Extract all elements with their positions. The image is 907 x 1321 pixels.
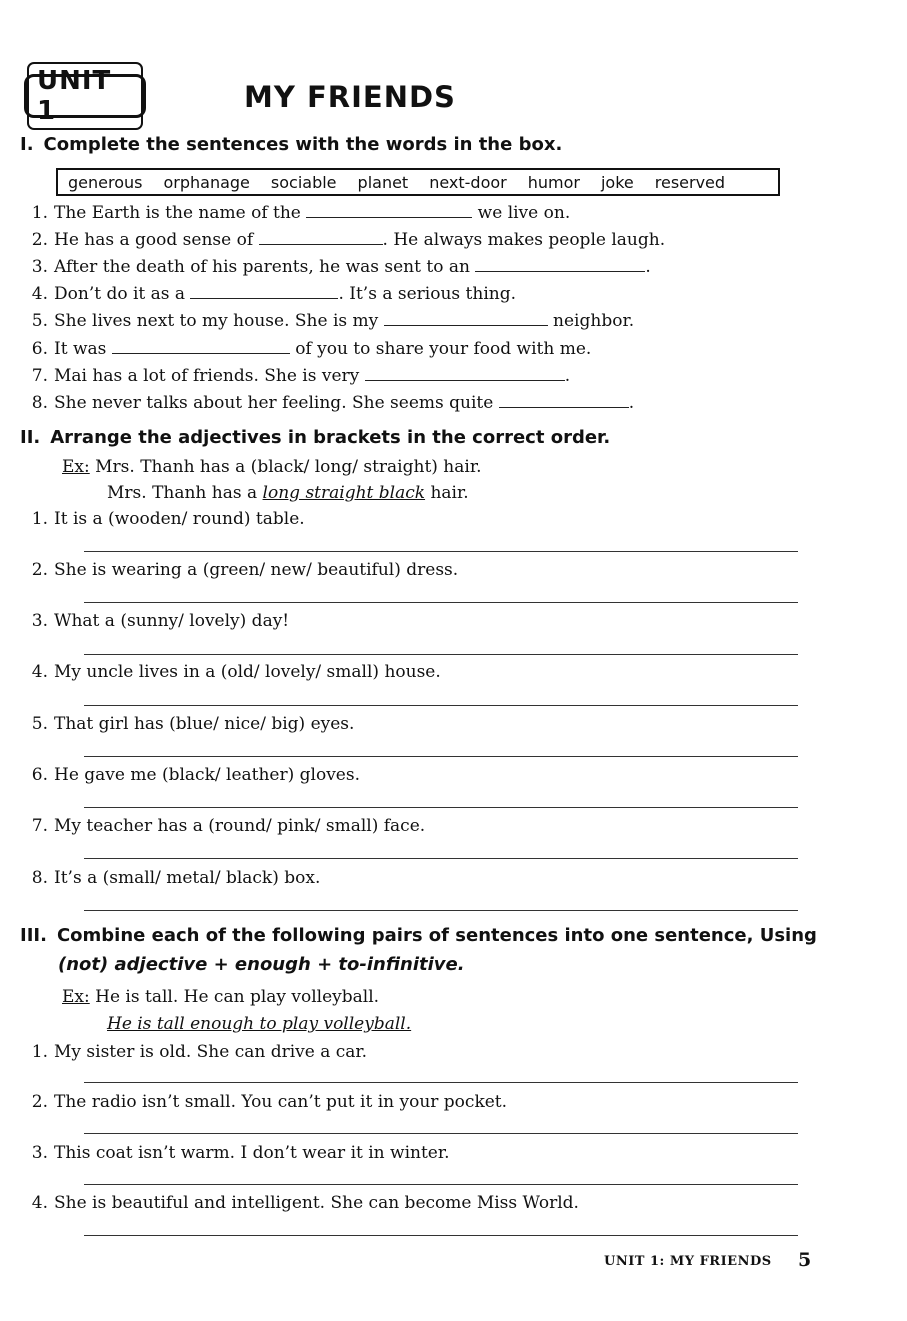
example-question [62, 987, 379, 1007]
answer-blank[interactable] [365, 366, 565, 381]
word-box-item: planet [357, 172, 409, 192]
arrange-item [20, 714, 354, 734]
item-number: 4. [31, 662, 48, 682]
word-box-item: sociable [270, 172, 337, 192]
answer-line[interactable] [84, 654, 798, 655]
answer-line[interactable] [84, 1133, 798, 1134]
combine-item [20, 1193, 579, 1213]
arrange-item [20, 868, 320, 888]
item-number: 3. [31, 257, 48, 277]
word-box [56, 168, 780, 196]
answer-blank[interactable] [499, 393, 629, 408]
page-title: MY FRIENDS [244, 80, 456, 114]
answer-line[interactable] [84, 1082, 798, 1083]
sentence-after: we live on. [477, 203, 571, 223]
sentence-before: The Earth is the name of the [54, 203, 301, 223]
item-number: 3. [31, 611, 48, 631]
sentence-after: . [564, 366, 571, 386]
example-label: Ex: [62, 987, 90, 1007]
answer-line[interactable] [84, 602, 798, 603]
item-text: My teacher has a (round/ pink/ small) face. [54, 816, 426, 836]
arrange-item [20, 560, 458, 580]
example-answer-text: long straight black [262, 483, 426, 503]
answer-line[interactable] [84, 551, 798, 552]
item-text: That girl has (blue/ nice/ big) eyes. [54, 714, 355, 734]
answer-line[interactable] [84, 1184, 798, 1185]
example-answer [107, 1014, 411, 1034]
example-question [62, 457, 482, 477]
word-box-item: generous [68, 172, 143, 192]
section-1-number: I. [20, 134, 34, 155]
item-number: 1. [31, 203, 48, 223]
item-text: It is a (wooden/ round) table. [54, 509, 305, 529]
item-text: My sister is old. She can drive a car. [54, 1042, 368, 1062]
item-text: It’s a (small/ metal/ black) box. [54, 868, 321, 888]
sentence-before: She lives next to my house. She is my [54, 311, 379, 331]
item-number: 2. [31, 1092, 48, 1112]
sentence-before: He has a good sense of [54, 230, 254, 250]
section-3-number: III. [20, 925, 47, 946]
fill-sentence [20, 366, 570, 386]
item-number: 2. [31, 230, 48, 250]
item-number: 1. [31, 1042, 48, 1062]
answer-line[interactable] [84, 910, 798, 911]
sentence-after: . He always makes people laugh. [382, 230, 666, 250]
item-text: The radio isn’t small. You can’t put it in your pocket. [54, 1092, 508, 1112]
example-answer-before: Mrs. Thanh has a [107, 483, 258, 503]
item-number: 8. [31, 393, 48, 413]
item-number: 3. [31, 1143, 48, 1163]
word-box-item: humor [527, 172, 580, 192]
fill-sentence [20, 393, 634, 413]
item-text: She is wearing a (green/ new/ beautiful) dress. [54, 560, 459, 580]
item-number: 2. [31, 560, 48, 580]
footer-unit-label: UNIT 1: MY FRIENDS [604, 1254, 772, 1269]
section-1-heading [20, 134, 562, 155]
answer-line[interactable] [84, 756, 798, 757]
arrange-item [20, 611, 289, 631]
combine-item [20, 1143, 450, 1163]
sentence-after: . [645, 257, 651, 277]
sentence-before: She never talks about her feeling. She seems quite [54, 393, 494, 413]
item-number: 1. [31, 509, 48, 529]
arrange-item [20, 765, 360, 785]
fill-sentence [20, 284, 516, 304]
answer-blank[interactable] [475, 257, 645, 272]
item-text: My uncle lives in a (old/ lovely/ small) house. [54, 662, 441, 682]
fill-sentence [20, 311, 634, 331]
answer-line[interactable] [84, 705, 798, 706]
example-label: Ex: [62, 457, 90, 477]
answer-blank[interactable] [259, 230, 383, 245]
answer-blank[interactable] [384, 311, 548, 326]
item-number: 6. [31, 339, 48, 359]
section-1-title: Complete the sentences with the words in the box. [43, 134, 563, 155]
example-answer [107, 483, 469, 503]
example-question-text: He is tall. He can play volleyball. [95, 987, 380, 1007]
page-number: 5 [798, 1249, 812, 1271]
arrange-item [20, 662, 441, 682]
arrange-item [20, 816, 425, 836]
item-text: What a (sunny/ lovely) day! [54, 611, 290, 631]
sentence-before: After the death of his parents, he was sent to an [54, 257, 470, 277]
sentence-after: of you to share your food with me. [295, 339, 592, 359]
fill-sentence [20, 230, 665, 250]
fill-sentence [20, 339, 591, 359]
example-question-text: Mrs. Thanh has a (black/ long/ straight) hair. [95, 457, 482, 477]
word-box-item: orphanage [163, 172, 250, 192]
item-number: 5. [31, 311, 48, 331]
item-number: 4. [31, 284, 48, 304]
answer-blank[interactable] [190, 284, 338, 299]
item-text: This coat isn’t warm. I don’t wear it in winter. [54, 1143, 450, 1163]
section-2-title: Arrange the adjectives in brackets in the correct order. [50, 427, 611, 448]
section-2-number: II. [20, 427, 41, 448]
fill-sentence [20, 257, 651, 277]
section-2-heading [20, 427, 610, 448]
example-answer-text: He is tall enough to play volleyball. [107, 1014, 412, 1034]
answer-blank[interactable] [306, 203, 472, 218]
item-number: 5. [31, 714, 48, 734]
answer-line[interactable] [84, 1235, 798, 1236]
sentence-after: . [628, 393, 635, 413]
item-number: 4. [31, 1193, 48, 1213]
combine-item [20, 1042, 367, 1062]
answer-line[interactable] [84, 807, 798, 808]
item-number: 6. [31, 765, 48, 785]
answer-blank[interactable] [112, 339, 290, 354]
arrange-item [20, 509, 305, 529]
sentence-after: neighbor. [553, 311, 635, 331]
sentence-before: It was [54, 339, 107, 359]
combine-item [20, 1092, 507, 1112]
answer-line[interactable] [84, 858, 798, 859]
sentence-before: Mai has a lot of friends. She is very [54, 366, 360, 386]
unit-badge [24, 66, 146, 126]
word-box-item: reserved [654, 172, 726, 192]
item-text: He gave me (black/ leather) gloves. [54, 765, 360, 785]
section-3-title-line2: (not) adjective + enough + to-infinitive. [58, 954, 465, 975]
word-box-item: joke [600, 172, 634, 192]
item-number: 7. [31, 366, 48, 386]
item-number: 8. [31, 868, 48, 888]
unit-badge-label: UNIT 1 [27, 62, 143, 130]
section-3-heading [20, 925, 817, 946]
section-3-title-line1: Combine each of the following pairs of sentences into one sentence, Using [56, 925, 817, 946]
word-box-item: next-door [429, 172, 507, 192]
item-text: She is beautiful and intelligent. She can become Miss World. [54, 1193, 579, 1213]
item-number: 7. [31, 816, 48, 836]
sentence-before: Don’t do it as a [54, 284, 186, 304]
sentence-after: . It’s a serious thing. [338, 284, 516, 304]
example-answer-after: hair. [430, 483, 469, 503]
fill-sentence [20, 203, 570, 223]
